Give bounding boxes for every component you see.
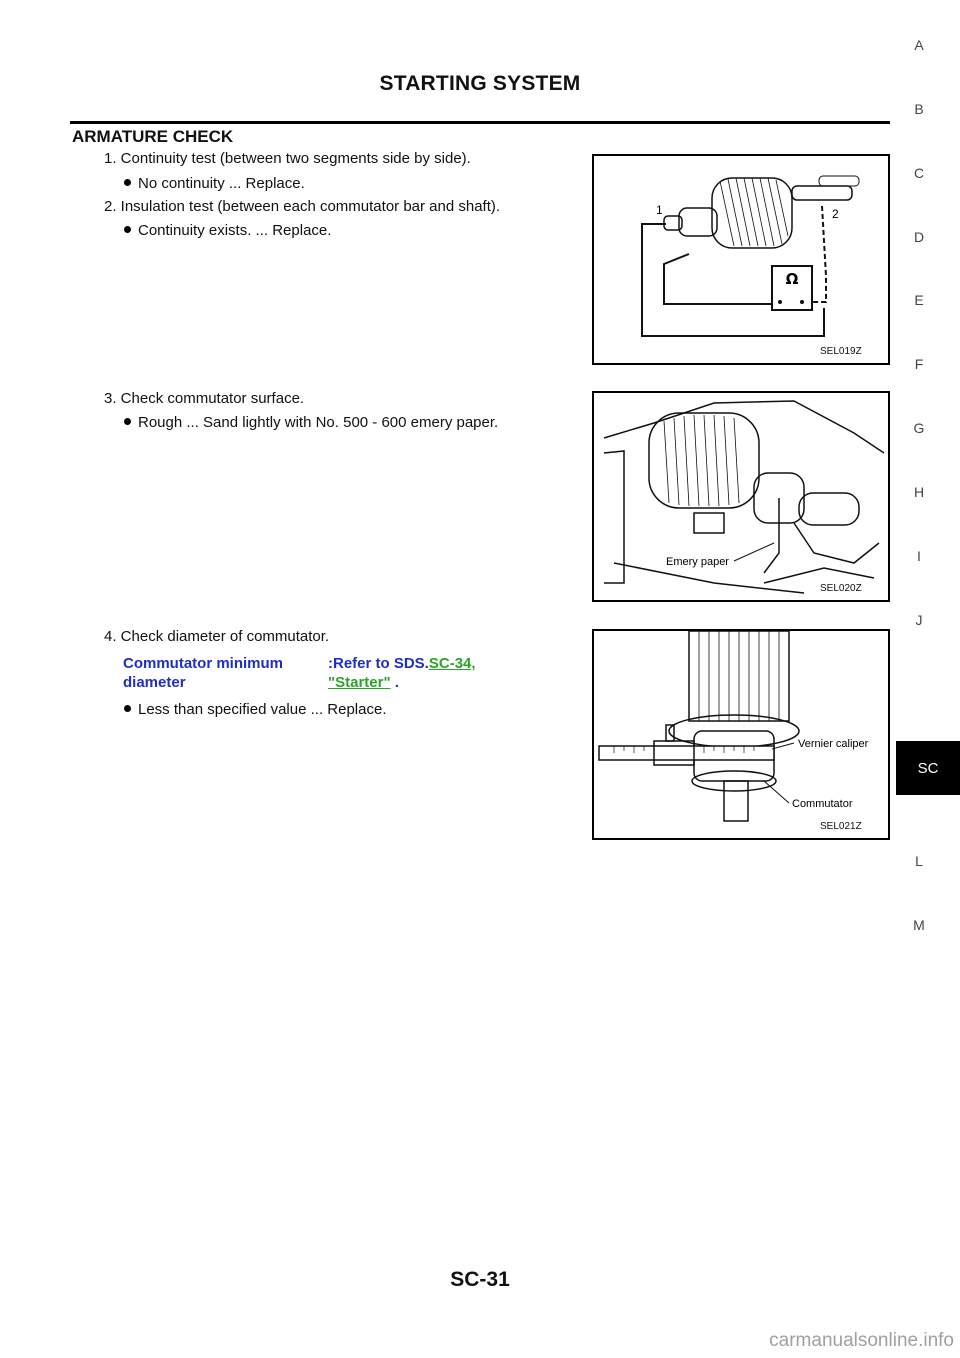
commutator-sanding-illustration	[594, 393, 888, 600]
side-tab-g[interactable]: G	[913, 420, 925, 436]
side-tab-j[interactable]: J	[915, 612, 923, 628]
commutator-diameter-illustration	[594, 631, 888, 838]
side-tab-h[interactable]: H	[913, 484, 925, 500]
side-tab-e[interactable]: E	[914, 292, 924, 308]
figure-continuity-test	[592, 154, 890, 365]
step-3-bullet-text: Rough ... Sand lightly with No. 500 - 600 emery paper.	[138, 414, 499, 431]
spec-label-line2: diameter	[123, 674, 186, 691]
bullet-dot	[124, 705, 131, 712]
step-4-bullet	[124, 701, 386, 719]
step-2-bullet-text: Continuity exists. ... Replace.	[138, 222, 332, 239]
side-tab-sc-active[interactable]: SC	[896, 741, 960, 795]
label-emery-paper: Emery paper	[666, 556, 729, 568]
step-1-bullet	[124, 175, 305, 193]
sds-link-starter[interactable]: "Starter"	[328, 674, 391, 691]
page-number: SC-31	[450, 1268, 510, 1291]
callout-1: 1	[656, 203, 663, 217]
title-rule	[70, 121, 890, 124]
step-4-bullet-text: Less than specified value ... Replace.	[138, 701, 387, 718]
ohm-symbol: Ω	[785, 270, 799, 288]
figure-code: SEL020Z	[820, 583, 862, 594]
callout-2: 2	[832, 207, 839, 221]
label-vernier-caliper: Vernier caliper	[798, 738, 869, 750]
side-tab-a[interactable]: A	[914, 37, 924, 53]
side-tab-f[interactable]: F	[914, 356, 924, 372]
step-1-text: 1. Continuity test (between two segments side by side).	[104, 150, 471, 167]
watermark: carmanualsonline.info	[769, 1330, 954, 1351]
side-tab-b[interactable]: B	[914, 101, 924, 117]
bullet-dot	[124, 418, 131, 425]
bullet-dot	[124, 226, 131, 233]
side-tab-i[interactable]: I	[917, 548, 921, 564]
step-3-text: 3. Check commutator surface.	[104, 390, 305, 407]
figure-vernier-caliper	[592, 629, 890, 840]
spec-value-suffix: .	[394, 674, 399, 691]
spec-value	[328, 654, 476, 692]
figure-emery-paper	[592, 391, 890, 602]
side-tab-d[interactable]: D	[913, 229, 925, 245]
step-4-text: 4. Check diameter of commutator.	[104, 628, 330, 645]
step-1-bullet-text: No continuity ... Replace.	[138, 175, 305, 192]
section-heading: ARMATURE CHECK	[72, 127, 234, 146]
side-tab-c[interactable]: C	[913, 165, 925, 181]
step-2-bullet	[124, 222, 331, 240]
side-tab-l[interactable]: L	[915, 853, 923, 869]
step-3-bullet	[124, 414, 498, 432]
label-commutator: Commutator	[792, 798, 853, 810]
step-2-text: 2. Insulation test (between each commutator bar and shaft).	[104, 198, 501, 215]
spec-label	[123, 654, 283, 692]
armature-ohmmeter-illustration	[594, 156, 888, 363]
figure-code: SEL021Z	[820, 821, 862, 832]
side-tab-m[interactable]: M	[913, 917, 925, 933]
spec-label-line1: Commutator minimum	[123, 655, 284, 672]
page-title: STARTING SYSTEM	[379, 72, 581, 95]
sds-link[interactable]: SC-34,	[428, 655, 476, 672]
spec-value-prefix: :Refer to SDS.	[328, 655, 429, 672]
bullet-dot	[124, 179, 131, 186]
figure-code: SEL019Z	[820, 346, 862, 357]
